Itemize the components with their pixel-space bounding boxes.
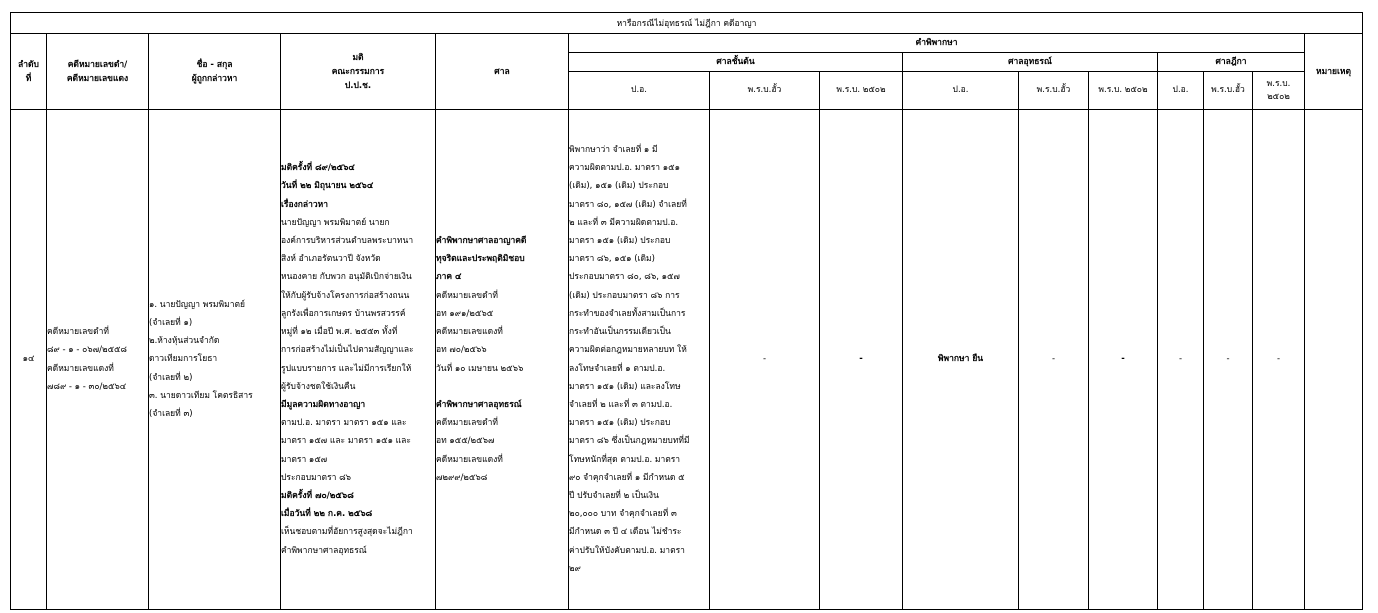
header-first-pbr: พ.ร.บ.ฮั้ว	[710, 72, 820, 110]
text-line	[436, 378, 568, 396]
header-appeal-criminal: ป.อ.	[903, 72, 1019, 110]
row-appeal-pbr2502: -	[1089, 110, 1158, 610]
header-court: ศาล	[436, 34, 569, 110]
text-line: วันที่ ๒๒ มิถุนายน ๒๕๖๔	[281, 181, 374, 192]
text-line: (เดิม), ๑๕๑ (เดิม) ประกอบ	[569, 181, 669, 192]
text-line: กระทำอันเป็นกรรมเดียวเป็น	[569, 327, 671, 338]
text-line: มาตรา ๑๕๗	[281, 454, 328, 465]
row-first-pbr: -	[710, 110, 820, 610]
text-line: ให้กับผู้รับจ้างโครงการก่อสร้างถนน	[281, 290, 410, 301]
text-line: ลูกรังเพื่อการเกษตร บ้านพรสวรรค์	[281, 308, 406, 319]
text-line: สิงห์ อำเภอรัตนวาปี จังหวัด	[281, 254, 381, 265]
header-no: ลำดับ ที่	[11, 34, 47, 110]
row-appeal-pbr: -	[1019, 110, 1089, 610]
text-line: วันที่ ๑๐ เมษายน ๒๕๖๖	[436, 363, 524, 374]
text-line: เมื่อวันที่ ๒๒ ก.ค. ๒๕๖๘	[281, 509, 373, 520]
text-line: คดีหมายเลขดำที่	[436, 418, 498, 429]
row-accused-name: ๑. นายปัญญา พรมพิมาตย์ (จำเลยที่ ๑) ๒.ห้างหุ้นส่วนจำกัด ดาวเทียมการโยธา (จำเลยที่ ๒) ๓. นายดาวเทียม โคตรธิสาร (จำเลยที่ ๓)	[149, 110, 281, 610]
text-line: พิพากษาว่า จำเลยที่ ๑ มี	[569, 145, 658, 156]
header-resolution: มติ คณะกรรมการ ป.ป.ช.	[281, 34, 436, 110]
text-line: มติครั้งที่ ๗๐/๒๕๖๘	[281, 490, 354, 501]
row-court	[436, 110, 569, 610]
row-first-pbr2502: -	[820, 110, 903, 610]
text-line: ๙๐ จำคุกจำเลยที่ ๑ มีกำหนด ๕	[569, 472, 685, 483]
text-line: หมู่ที่ ๑๒ เมื่อปี พ.ศ. ๒๕๕๓ ทั้งที่	[281, 327, 398, 338]
row-first-criminal	[569, 110, 710, 610]
row-case-number: คดีหมายเลขดำที่ ๘๙ - ๑ - ๐๖๗/๒๕๕๘ คดีหมายเลขแดงที่ ๗๘๙ - ๑ - ๓๐/๒๕๖๔	[47, 110, 149, 610]
header-appeal-pbr2502: พ.ร.บ. ๒๕๐๒	[1089, 72, 1158, 110]
text-line: ลงโทษจำเลยที่ ๑ ตามป.อ.	[569, 363, 666, 374]
text-line: ผู้รับจ้างชดใช้เงินคืน	[281, 381, 356, 392]
text-line: (เดิม) ประกอบมาตรา ๘๖ การ	[569, 290, 680, 301]
text-line: ๒ และที่ ๓ มีความผิดตามป.อ.	[569, 217, 679, 228]
text-line: มีกำหนด ๓ ปี ๔ เดือน ไม่ชำระ	[569, 527, 682, 538]
row-supreme-pbr: -	[1204, 110, 1253, 610]
text-line: มาตรา ๘๖ ซึ่งเป็นกฎหมายบทที่มี	[569, 436, 690, 447]
text-line: ประกอบมาตรา ๘๐, ๘๖, ๑๕๗	[569, 272, 680, 283]
text-line: ความผิดต่อกฎหมายหลายบท ให้	[569, 345, 687, 356]
text-line: คำพิพากษาศาลอุทธรณ์	[436, 399, 522, 410]
text-line: จำเลยที่ ๒ และที่ ๓ ตามป.อ.	[569, 399, 673, 410]
text-line: องค์การบริหารส่วนตำบลพระบาทนา	[281, 236, 414, 247]
text-line: กระทำของจำเลยทั้งสามเป็นการ	[569, 308, 686, 319]
table-title: หารือกรณีไม่อุทธรณ์ ไม่ฎีกา คดีอาญา	[11, 13, 1363, 34]
header-verdict: คำพิพากษา	[569, 34, 1305, 53]
row-supreme-pbr2502: -	[1253, 110, 1305, 610]
text-line: มาตรา ๑๕๗ และ มาตรา ๑๕๑ และ	[281, 436, 411, 447]
text-line: มีมูลความผิดทางอาญา	[281, 399, 366, 410]
verdict-table	[10, 12, 1363, 610]
text-line: ค่าปรับให้บังคับตามป.อ. มาตรา	[569, 545, 685, 556]
text-line: มาตรา ๑๕๑ (เดิม) และลงโทษ	[569, 381, 681, 392]
row-remark	[1305, 110, 1363, 610]
text-line: เห็นชอบตามที่อัยการสูงสุดจะไม่ฎีกา	[281, 527, 413, 538]
text-line: ๒๙	[569, 563, 581, 574]
text-line: โทษหนักที่สุด ตามป.อ. มาตรา	[569, 454, 681, 465]
text-line: ภาค ๔	[436, 272, 462, 283]
text-line: มาตรา ๑๕๑ (เดิม) ประกอบ	[569, 236, 671, 247]
header-first-pbr2502: พ.ร.บ. ๒๕๐๒	[820, 72, 903, 110]
header-supreme-pbr: พ.ร.บ.ฮั้ว	[1204, 72, 1253, 110]
header-case-number: คดีหมายเลขดำ/ คดีหมายเลขแดง	[47, 34, 149, 110]
header-supreme-criminal: ป.อ.	[1158, 72, 1204, 110]
header-accused-name: ชื่อ - สกุล ผู้ถูกกล่าวหา	[149, 34, 281, 110]
table-row	[11, 110, 1363, 610]
text-line: ปี ปรับจำเลยที่ ๒ เป็นเงิน	[569, 490, 659, 501]
text-line: การก่อสร้างไม่เป็นไปตามสัญญาและ	[281, 345, 414, 356]
header-supreme-court: ศาลฎีกา	[1158, 53, 1305, 72]
text-line: มติครั้งที่ ๘๙/๒๕๖๔	[281, 163, 355, 174]
text-line: ตามป.อ. มาตรา มาตรา ๑๕๑ และ	[281, 418, 407, 429]
text-line: ทุจริตและประพฤติมิชอบ	[436, 254, 525, 265]
text-line: อท ๗๐/๒๕๖๖	[436, 345, 487, 356]
text-line: หนองคาย กับพวก อนุมัติเบิกจ่ายเงิน	[281, 272, 412, 283]
row-appeal-criminal: พิพากษา ยืน	[903, 110, 1019, 610]
text-line: คดีหมายเลขแดงที่	[436, 327, 503, 338]
row-no: ๑๔	[11, 110, 47, 610]
text-line: มาตรา ๘๖, ๑๕๑ (เดิม)	[569, 254, 655, 265]
text-line: อท ๑๙๑/๒๕๖๕	[436, 308, 494, 319]
text-line: คำพิพากษาศาลอาญาคดี	[436, 236, 527, 247]
header-first-court: ศาลชั้นต้น	[569, 53, 903, 72]
row-resolution	[281, 110, 436, 610]
header-supreme-pbr2502: พ.ร.บ. ๒๕๐๒	[1253, 72, 1305, 110]
header-first-criminal: ป.อ.	[569, 72, 710, 110]
header-appeal-court: ศาลอุทธรณ์	[903, 53, 1158, 72]
header-appeal-pbr: พ.ร.บ.ฮั้ว	[1019, 72, 1089, 110]
text-line: อท ๑๕๕/๒๕๖๗	[436, 436, 495, 447]
text-line: รูปแบบรายการ และไม่มีการเรียกให้	[281, 363, 412, 374]
row-supreme-criminal: -	[1158, 110, 1204, 610]
text-line: คดีหมายเลขดำที่	[436, 290, 498, 301]
header-remark: หมายเหตุ	[1305, 34, 1363, 110]
text-line: เรื่องกล่าวหา	[281, 199, 329, 210]
text-line: ๗๒๙๙/๒๕๖๘	[436, 472, 488, 483]
text-line: ความผิดตามป.อ. มาตรา ๑๕๑	[569, 163, 680, 174]
text-line: มาตรา ๑๕๑ (เดิม) ประกอบ	[569, 418, 671, 429]
verdict-table-sheet	[10, 12, 1362, 613]
text-line: คำพิพากษาศาลอุทธรณ์	[281, 545, 367, 556]
text-line: มาตรา ๘๐, ๑๕๗ (เดิม) จำเลยที่	[569, 199, 687, 210]
text-line: คดีหมายเลขแดงที่	[436, 454, 503, 465]
text-line: ประกอบมาตรา ๘๖	[281, 472, 352, 483]
text-line: ๒๐,๐๐๐ บาท จำคุกจำเลยที่ ๓	[569, 509, 677, 520]
text-line: นายปัญญา พรมพิมาตย์ นายก	[281, 217, 390, 228]
